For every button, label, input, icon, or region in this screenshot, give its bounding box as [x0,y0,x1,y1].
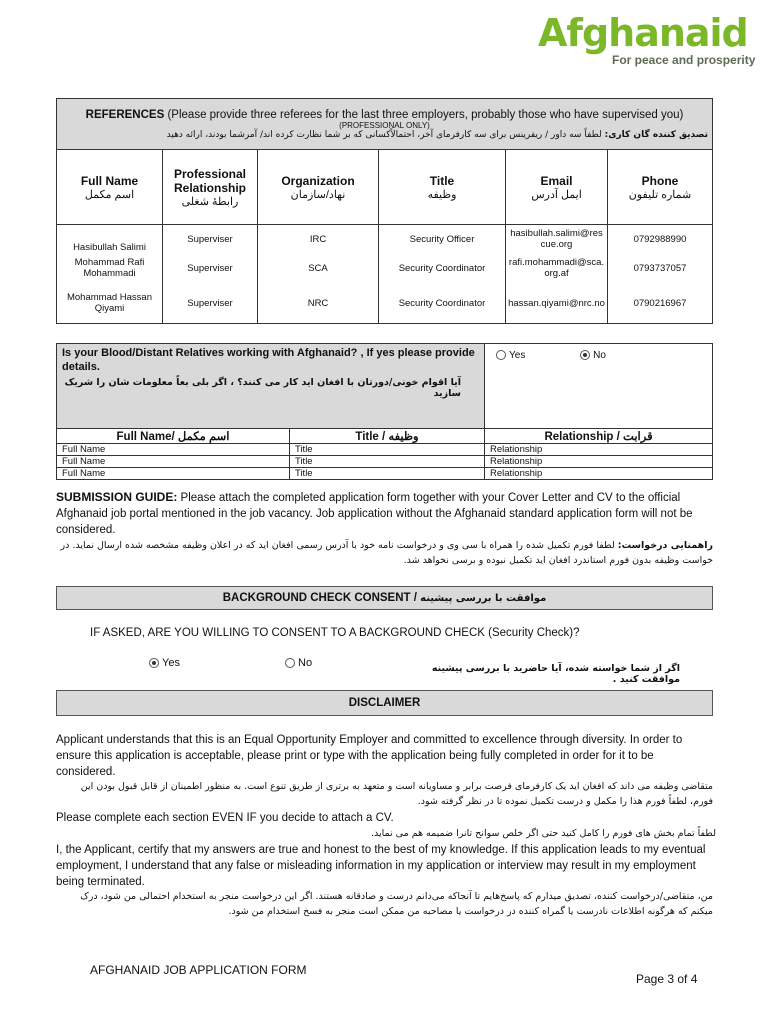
rel-title-field[interactable]: Title [290,444,485,456]
background-no-radio[interactable]: No [285,657,312,669]
background-check-title-fa: موافقت با بررسی پیشینه [420,593,547,604]
references-farsi-label: تصدیق کننده گان کاری: [604,129,708,140]
ref-phone[interactable]: 0790216967 [608,283,713,324]
references-title: REFERENCES [85,108,165,121]
ref-name[interactable]: Mohammad Hassan Qiyami [57,283,163,324]
disclaimer-p3-fa: من، متقاضی/درخواست کننده، تصدیق میدارم که پاسخ‌هایم تا آنجاکه می‌دانم درست و صادقانه هستند. اگر این درخواست منجر به استخدام احتمالی من شود، درک میکنم که هرگونه اطلاعات نادرست یا گمراه کننده در درخواست یا مصاحبه من ممکن است منجر به فسخ استخدام من شود. [80,891,713,917]
ref-email[interactable]: hassan.qiyami@nrc.no [506,283,608,324]
footer-form-title: AFGHANAID JOB APPLICATION FORM [90,963,307,977]
ref-email[interactable]: hasibullah.salimi@rescue.org [506,225,608,254]
ref-organization[interactable]: NRC [258,283,379,324]
ref-title[interactable]: Security Officer [379,225,506,254]
ref-organization[interactable]: IRC [258,225,379,254]
rel-relationship-field[interactable]: Relationship [485,468,713,480]
ref-relationship[interactable]: Superviser [163,225,258,254]
col-title: Title وظیفه [379,150,506,225]
submission-fa-heading: راهمنایی درخواست: [617,540,713,551]
afghanaid-logo: Afghanaid [538,11,748,55]
col-full-name: Full Name اسم مکمل [57,150,163,225]
background-check-header [56,586,713,610]
rel-fullname-field[interactable]: Full Name [57,468,290,480]
table-row [57,225,713,254]
submission-fa-text: لطفا فورم تکمیل شده را همراه با سی وی و درخواست نامه خود با آدرس رسمی افغان اید که در اعلان وظیفه مشخصه شده ارسال نماید. در خواست وظیفه بدون فورم استاندرد افغان اید تکمیل نبوده و برسی نخواهد شد. [60,540,713,566]
col-organization: Organization نهاد/سازمان [258,150,379,225]
disclaimer-p3: I, the Applicant, certify that my answers are true and honest to the best of my knowledge. If this application leads to my eventual employment, I understand that any false or misleading information in my application or interview may result in my employment being terminated. [56,844,706,888]
relatives-answer [485,344,713,429]
disclaimer-header: DISCLAIMER [56,690,713,716]
table-row [57,468,713,480]
rel-fullname-field[interactable]: Full Name [57,444,290,456]
rel-col-title: Title / وظیفه [290,429,485,444]
ref-relationship[interactable]: Superviser [163,283,258,324]
references-table [56,98,713,324]
disclaimer-p2: Please complete each section EVEN IF you decide to attach a CV. [56,812,394,824]
disclaimer-p1: Applicant understands that this is an Equal Opportunity Employer and committed to excellence through diversity. In order to ensure this application is acceptable, please print or type with the application being fully completed in order for it to be considered. [56,734,683,778]
submission-heading: SUBMISSION GUIDE: [56,490,178,504]
rel-col-fullname: Full Name/ اسم مکمل [57,429,290,444]
references-instruction: (Please provide three referees for the last three employers, probably those who have supervised you) [167,108,684,121]
col-relationship: Professional Relationship رابطۀ شغلی [163,150,258,225]
ref-organization[interactable]: SCA [258,253,379,283]
background-check-question: IF ASKED, ARE YOU WILLING TO CONSENT TO A BACKGROUND CHECK (Security Check)? [90,627,580,639]
ref-relationship[interactable]: Superviser [163,253,258,283]
ref-title[interactable]: Security Coordinator [379,253,506,283]
col-phone: Phone شماره تلیفون [608,150,713,225]
ref-phone[interactable]: 0792988990 [608,225,713,254]
logo-tagline: For peace and prosperity [612,53,756,67]
rel-fullname-field[interactable]: Full Name [57,456,290,468]
ref-title[interactable]: Security Coordinator [379,283,506,324]
rel-title-field[interactable]: Title [290,468,485,480]
ref-phone[interactable]: 0793737057 [608,253,713,283]
table-row [57,444,713,456]
col-email: Email ایمل آدرس [506,150,608,225]
ref-email[interactable]: rafi.mohammadi@sca.org.af [506,253,608,283]
table-row [57,456,713,468]
rel-relationship-field[interactable]: Relationship [485,444,713,456]
relatives-table [56,343,713,480]
table-row [57,253,713,283]
ref-name[interactable]: Mohammad Rafi Mohammadi [57,253,163,283]
background-yes-radio[interactable]: Yes [149,657,180,669]
rel-col-relationship: Relationship / قرابت [485,429,713,444]
disclaimer-p1-fa: متقاضی وظیفه می داند که افغان اید یک کارفرمای فرصت برابر و مساویانه است و متعهد به برتری از طریق تنوع است. به منظور اطمینان از قابل قبول بودن این فورم، لطفاً فورم هذا را مکمل و درست تکمیل نموده تا در نظر گرفته شود. [80,781,713,807]
submission-text: Please attach the completed application form together with your Cover Letter and CV to the official Afghanaid job portal mentioned in the job vacancy. Job application without the Afghanaid standard application form will not be considered. [56,492,693,536]
background-question-fa: اگر از شما خواسته شده، آیا حاضرید با بررسی پیشینه موافقت کنید . [431,663,680,685]
ref-name[interactable]: Hasibullah Salimi [57,225,163,254]
relatives-yes-radio[interactable]: Yes [496,350,525,361]
footer-page-number: Page 3 of 4 [636,972,698,986]
disclaimer-p2-fa: لطفاً تمام بخش های فورم را کامل کنید حتی اگر خلص سوانح تانرا ضمیمه هم می نماید. [370,828,716,839]
submission-guide-fa [56,538,713,568]
references-header [57,99,713,150]
table-row [57,283,713,324]
rel-title-field[interactable]: Title [290,456,485,468]
references-farsi-instruction: لطفاً سه داور / ریفرینس برای سه کارفرمای آخر، احتمالاًکسانی که بر شما نظارت کرده اند/ آمرشما بودند، ارائه دهید [166,129,602,140]
rel-relationship-field[interactable]: Relationship [485,456,713,468]
background-check-title: BACKGROUND CHECK CONSENT / [222,592,417,604]
professional-only-note: (PROFESSIONAL ONLY) [339,120,430,130]
relatives-question: Is your Blood/Distant Relatives working with Afghanaid? , If yes please provide details. آیا اقوام خونی/دورتان با افغان اید کار می کنند؟ ، اگر بلی بعاً معلومات شان را شریک سازید [57,344,485,429]
submission-guide [56,489,716,538]
relatives-no-radio[interactable]: No [580,350,606,361]
